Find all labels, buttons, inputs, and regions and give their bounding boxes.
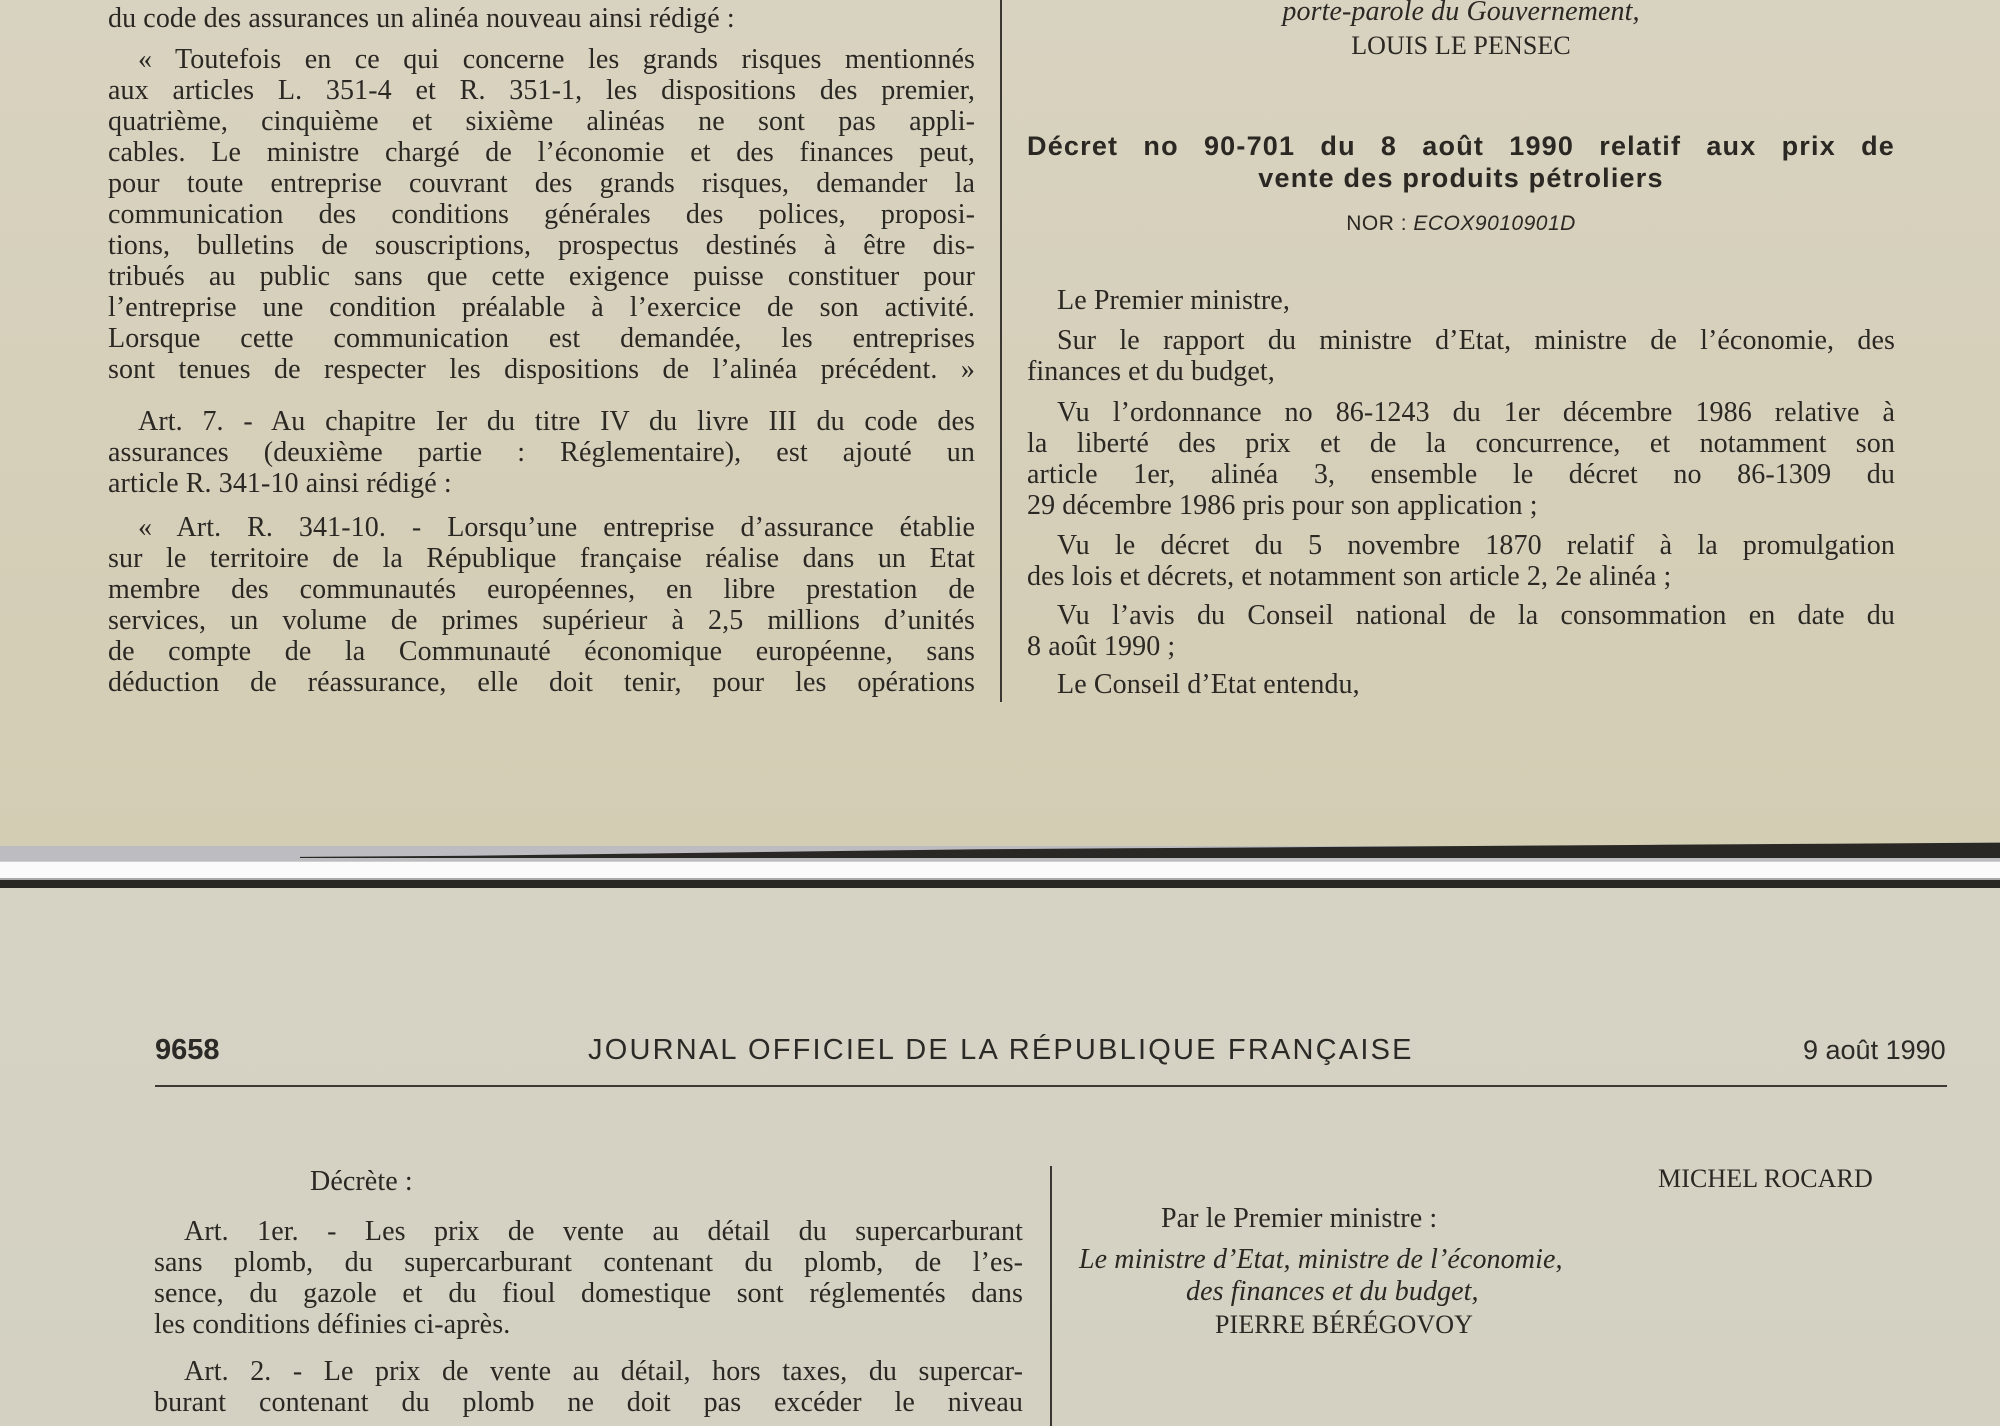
text-line: article 1er, alinéa 3, ensemble le décret no 86-1309 du (1027, 459, 1895, 490)
text-line: tions, bulletins de souscriptions, prospectus destinés à être dis- (108, 230, 975, 261)
text-line: quatrième, cinquième et sixième alinéas ne sont pas appli- (108, 106, 975, 137)
page-gap (0, 861, 2000, 880)
text-line: sur le territoire de la République française réalise dans un Etat (108, 543, 975, 574)
page-date: 9 août 1990 (1803, 1035, 1946, 1065)
decree-title-line-2: vente des produits pétroliers (1258, 163, 1664, 193)
nor-reference (1027, 208, 1895, 239)
signatory-role: porte-parole du Gouvernement, (1282, 0, 1640, 27)
text-line: burant contenant du plomb ne doit pas excéder le niveau (154, 1387, 1023, 1418)
signatory-name: LOUIS LE PENSEC (1351, 31, 1571, 60)
article-1-line: Art. 1er. - Les prix de vente au détail du supercarburant (184, 1216, 1023, 1247)
article-7-line: Art. 7. - Au chapitre Ier du titre IV du livre III du code des (138, 406, 975, 437)
header-rule (155, 1085, 1947, 1087)
text-line: déduction de réassurance, elle doit tenir, pour les opérations (108, 667, 975, 698)
text-line: tribués au public sans que cette exigence puisse constituer pour (108, 261, 975, 292)
text-line: les conditions définies ci-après. (154, 1309, 511, 1340)
text-line: Le Conseil d’Etat entendu, (1057, 669, 1360, 700)
text-line: cables. Le ministre chargé de l’économie et des finances peut, (108, 137, 975, 168)
nor-label: NOR : (1346, 212, 1408, 235)
signatory-prime-minister: MICHEL ROCARD (1658, 1164, 1873, 1193)
column-divider (1000, 0, 1002, 702)
text-line: Lorsque cette communication est demandée, les entreprises (108, 323, 975, 354)
text-line: Le Premier ministre, (1057, 285, 1290, 316)
bottom-page-fragment (0, 888, 2000, 1426)
text-line: communication des conditions générales des polices, proposi- (108, 199, 975, 230)
decree-title-line-1: Décret no 90-701 du 8 août 1990 relatif aux prix de (1027, 131, 1895, 161)
minister-title-line-1: Le ministre d’Etat, ministre de l’économie, (1079, 1244, 1563, 1275)
minister-title-line-2: des finances et du budget, (1186, 1276, 1479, 1307)
minister-name: PIERRE BÉRÉGOVOY (1215, 1310, 1473, 1339)
text-line: membre des communautés européennes, en libre prestation de (108, 574, 975, 605)
text-line: Sur le rapport du ministre d’Etat, ministre de l’économie, des (1057, 325, 1895, 356)
text-line: finances et du budget, (1027, 356, 1275, 387)
text-line: de compte de la Communauté économique européenne, sans (108, 636, 975, 667)
text-line: Vu l’ordonnance no 86-1243 du 1er décembre 1986 relative à (1057, 397, 1895, 428)
nor-value: ECOX9010901D (1413, 212, 1576, 235)
text-line: 29 décembre 1986 pris pour son application ; (1027, 490, 1538, 521)
text-line: Vu l’avis du Conseil national de la consommation en date du (1057, 600, 1895, 631)
article-2-line: Art. 2. - Le prix de vente au détail, hors taxes, du supercar- (184, 1356, 1023, 1387)
journal-title: JOURNAL OFFICIEL DE LA RÉPUBLIQUE FRANÇAISE (588, 1034, 1414, 1066)
text-line: sans plomb, du supercarburant contenant du plomb, de l’es- (154, 1247, 1023, 1278)
text-line: services, un volume de primes supérieur à 2,5 millions d’unités (108, 605, 975, 636)
article-r341-10-line: « Art. R. 341-10. - Lorsqu’une entreprise d’assurance établie (138, 512, 975, 543)
text-line: assurances (deuxième partie : Réglementaire), est ajouté un (108, 437, 975, 468)
text-line: pour toute entreprise couvrant des grands risques, demander la (108, 168, 975, 199)
text-line: 8 août 1990 ; (1027, 631, 1176, 662)
page-number: 9658 (155, 1034, 220, 1066)
text-line: l’entreprise une condition préalable à l’exercice de son activité. (108, 292, 975, 323)
text-line: sence, du gazole et du fioul domestique sont réglementés dans (154, 1278, 1023, 1309)
column-divider (1050, 1166, 1052, 1426)
text-line: sont tenues de respecter les dispositions de l’alinéa précédent. » (108, 354, 975, 385)
text-line: « Toutefois en ce qui concerne les grands risques mentionnés (138, 44, 975, 75)
par-le-premier-ministre: Par le Premier ministre : (1161, 1203, 1438, 1234)
text-line: Vu le décret du 5 novembre 1870 relatif à la promulgation (1057, 530, 1895, 561)
text-line: du code des assurances un alinéa nouveau ainsi rédigé : (108, 3, 735, 34)
text-line: article R. 341-10 ainsi rédigé : (108, 468, 452, 499)
text-line: aux articles L. 351-4 et R. 351-1, les dispositions des premier, (108, 75, 975, 106)
decrete-heading: Décrète : (310, 1166, 413, 1197)
text-line: des lois et décrets, et notamment son article 2, 2e alinéa ; (1027, 561, 1672, 592)
text-line: la liberté des prix et de la concurrence, et notamment son (1027, 428, 1895, 459)
